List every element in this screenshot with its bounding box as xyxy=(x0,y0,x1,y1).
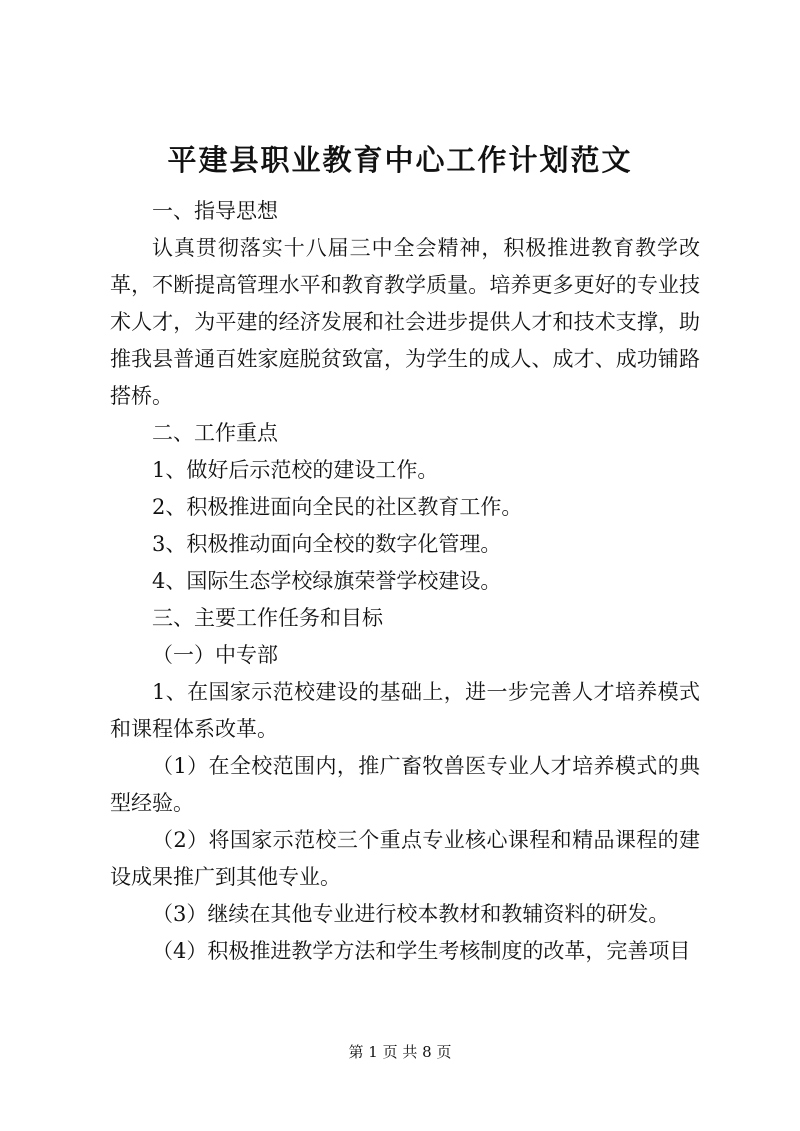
list-item-task-1-1: （1）在全校范围内，推广畜牧兽医专业人才培养模式的典型经验。 xyxy=(110,754,700,815)
section-heading-main-tasks: 三、主要工作任务和目标 xyxy=(152,606,383,630)
section-heading-guiding-thought: 一、指导思想 xyxy=(152,199,278,223)
list-item-focus-1: 1、做好后示范校的建设工作。 xyxy=(152,458,439,482)
list-item-focus-3: 3、积极推动面向全校的数字化管理。 xyxy=(152,532,502,556)
subsection-heading-secondary-vocational: （一）中专部 xyxy=(152,643,278,667)
list-item-task-1-4: （4）积极推进教学方法和学生考核制度的改革，完善项目 xyxy=(152,939,691,963)
section-heading-work-focus: 二、工作重点 xyxy=(152,421,278,445)
list-item-focus-2: 2、积极推进面向全民的社区教育工作。 xyxy=(152,495,523,519)
list-item-task-1-3: （3）继续在其他专业进行校本教材和教辅资料的研发。 xyxy=(152,902,670,926)
list-item-task-1-2: （2）将国家示范校三个重点专业核心课程和精品课程的建设成果推广到其他专业。 xyxy=(110,828,700,889)
list-item-task-1: 1、在国家示范校建设的基础上，进一步完善人才培养模式和课程体系改革。 xyxy=(110,680,700,741)
paragraph-guiding-thought: 认真贯彻落实十八届三中全会精神，积极推进教育教学改革，不断提高管理水平和教育教学质量。培养更多更好的专业技术人才，为平建的经济发展和社会进步提供人才和技术支撑，助推我县普通百姓家庭脱贫致富，为学生的成人、成才、成功铺路搭桥。 xyxy=(110,236,700,408)
document-body xyxy=(110,193,700,970)
document-title: 平建县职业教育中心工作计划范文 xyxy=(167,143,633,177)
page-number-footer: 第 1 页 共 8 页 xyxy=(348,1043,452,1061)
list-item-focus-4: 4、国际生态学校绿旗荣誉学校建设。 xyxy=(152,569,502,593)
